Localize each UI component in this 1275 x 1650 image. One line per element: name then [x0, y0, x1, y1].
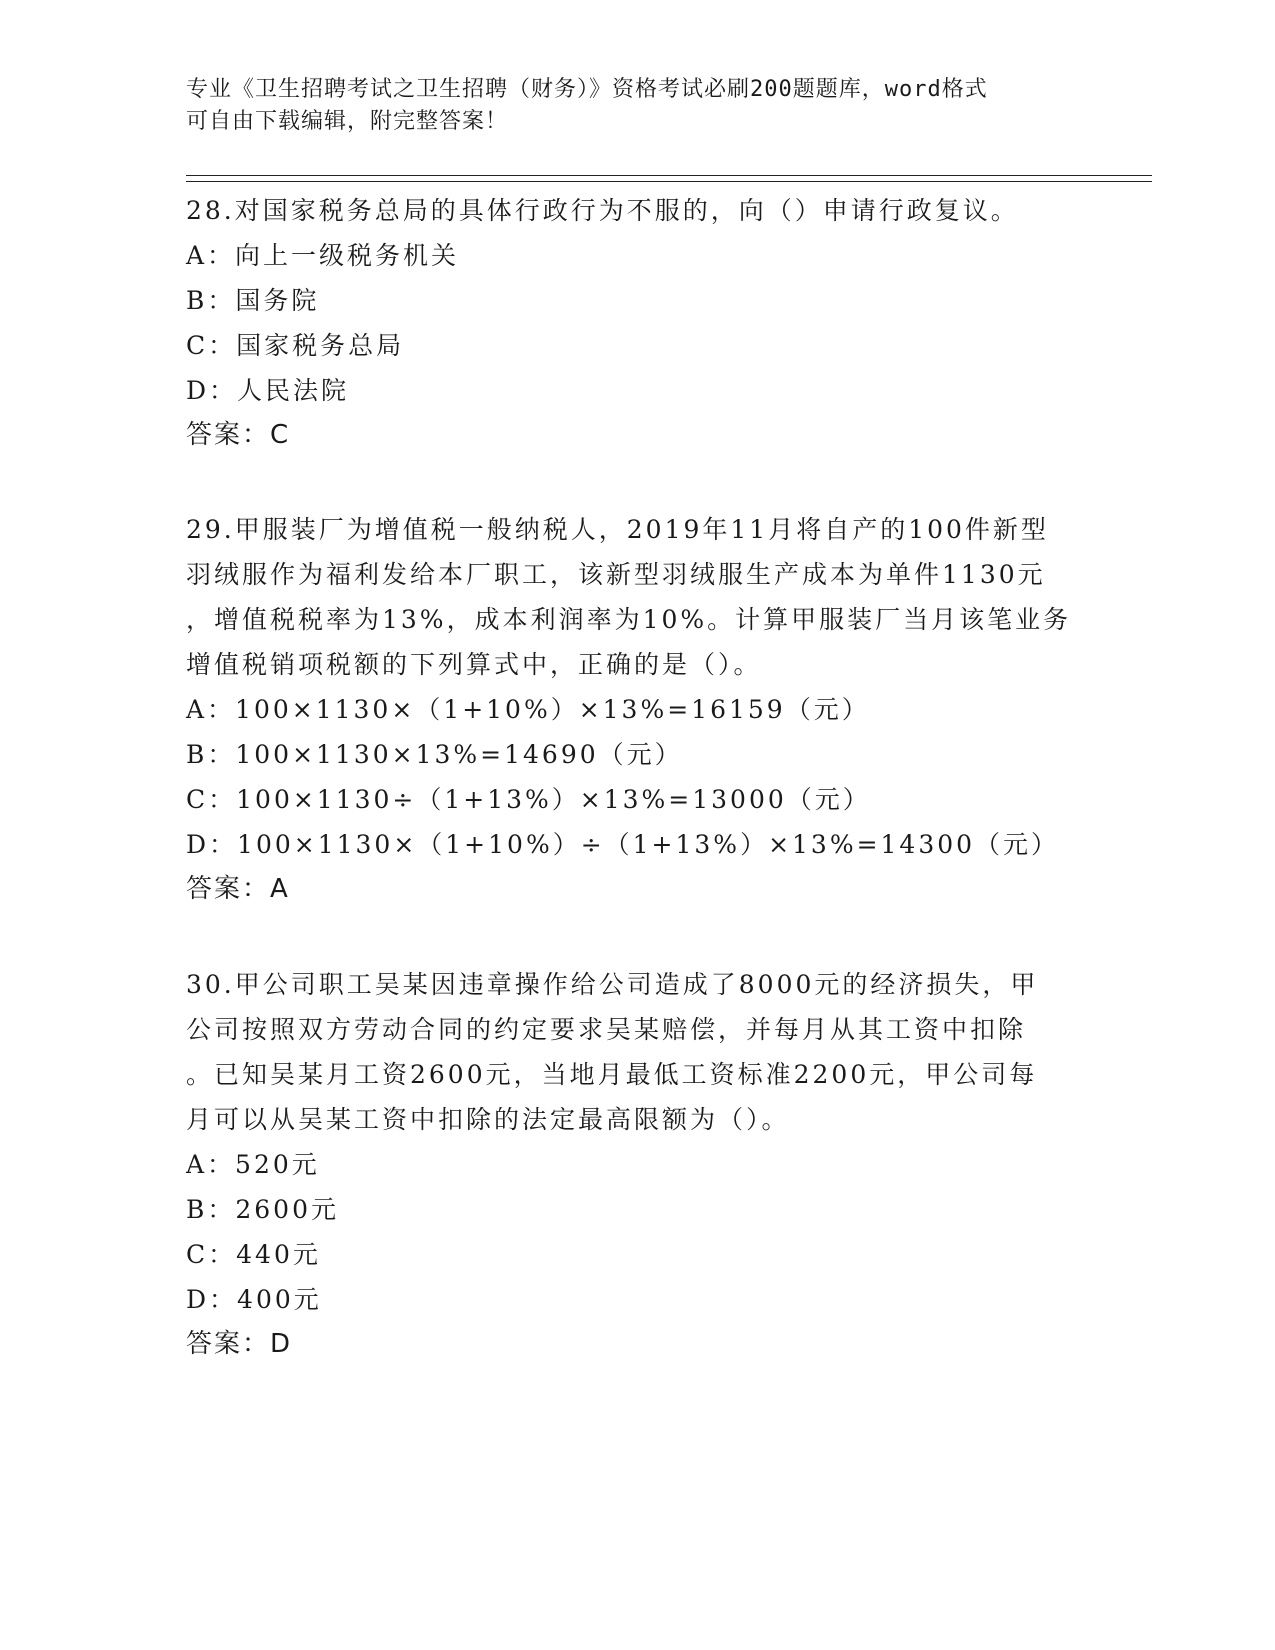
question-stem: 增值税销项税额的下列算式中，正确的是（）。 [186, 650, 762, 679]
header-line: 可自由下载编辑，附完整答案！ [186, 109, 509, 134]
question-block [186, 507, 1086, 912]
option-b: B：国务院 [186, 286, 320, 315]
option-d: D：人民法院 [186, 376, 350, 405]
option-b: B：100×1130×13%=14690（元） [186, 740, 683, 769]
option-a: A：100×1130×（1+10%）×13%=16159（元） [186, 695, 870, 724]
question-block [186, 188, 1086, 458]
option-d: D：100×1130×（1+10%）÷（1+13%）×13%=14300（元） [186, 830, 1060, 859]
answer-line: 答案：D [186, 1329, 293, 1359]
question-stem: 28.对国家税务总局的具体行政行为不服的，向（）申请行政复议。 [186, 196, 1019, 225]
question-stem: 羽绒服作为福利发给本厂职工，该新型羽绒服生产成本为单件1130元 [186, 560, 1046, 589]
option-a: A：520元 [186, 1150, 320, 1179]
header-divider [186, 175, 1152, 176]
option-a: A：向上一级税务机关 [186, 241, 460, 270]
question-stem: 30.甲公司职工吴某因违章操作给公司造成了8000元的经济损失，甲 [186, 970, 1039, 999]
header-line: 专业《卫生招聘考试之卫生招聘（财务）》资格考试必刷200题题库，word格式 [186, 77, 988, 102]
option-c: C：100×1130÷（1+13%）×13%=13000（元） [186, 785, 871, 814]
answer-line: 答案：C [186, 420, 291, 450]
option-c: C：国家税务总局 [186, 331, 405, 360]
option-b: B：2600元 [186, 1195, 339, 1224]
document-header [186, 74, 1086, 138]
option-c: C：440元 [186, 1240, 321, 1269]
question-block [186, 962, 1086, 1367]
question-stem: 月可以从吴某工资中扣除的法定最高限额为（）。 [186, 1105, 790, 1134]
answer-line: 答案：A [186, 874, 290, 904]
question-stem: 公司按照双方劳动合同的约定要求吴某赔偿，并每月从其工资中扣除 [186, 1015, 1027, 1044]
question-stem: ，增值税税率为13%，成本利润率为10%。计算甲服装厂当月该笔业务 [186, 605, 1072, 634]
option-d: D：400元 [186, 1285, 322, 1314]
header-divider [186, 181, 1152, 182]
question-stem: 。已知吴某月工资2600元，当地月最低工资标准2200元，甲公司每 [186, 1060, 1038, 1089]
question-stem: 29.甲服装厂为增值税一般纳税人，2019年11月将自产的100件新型 [186, 515, 1049, 544]
